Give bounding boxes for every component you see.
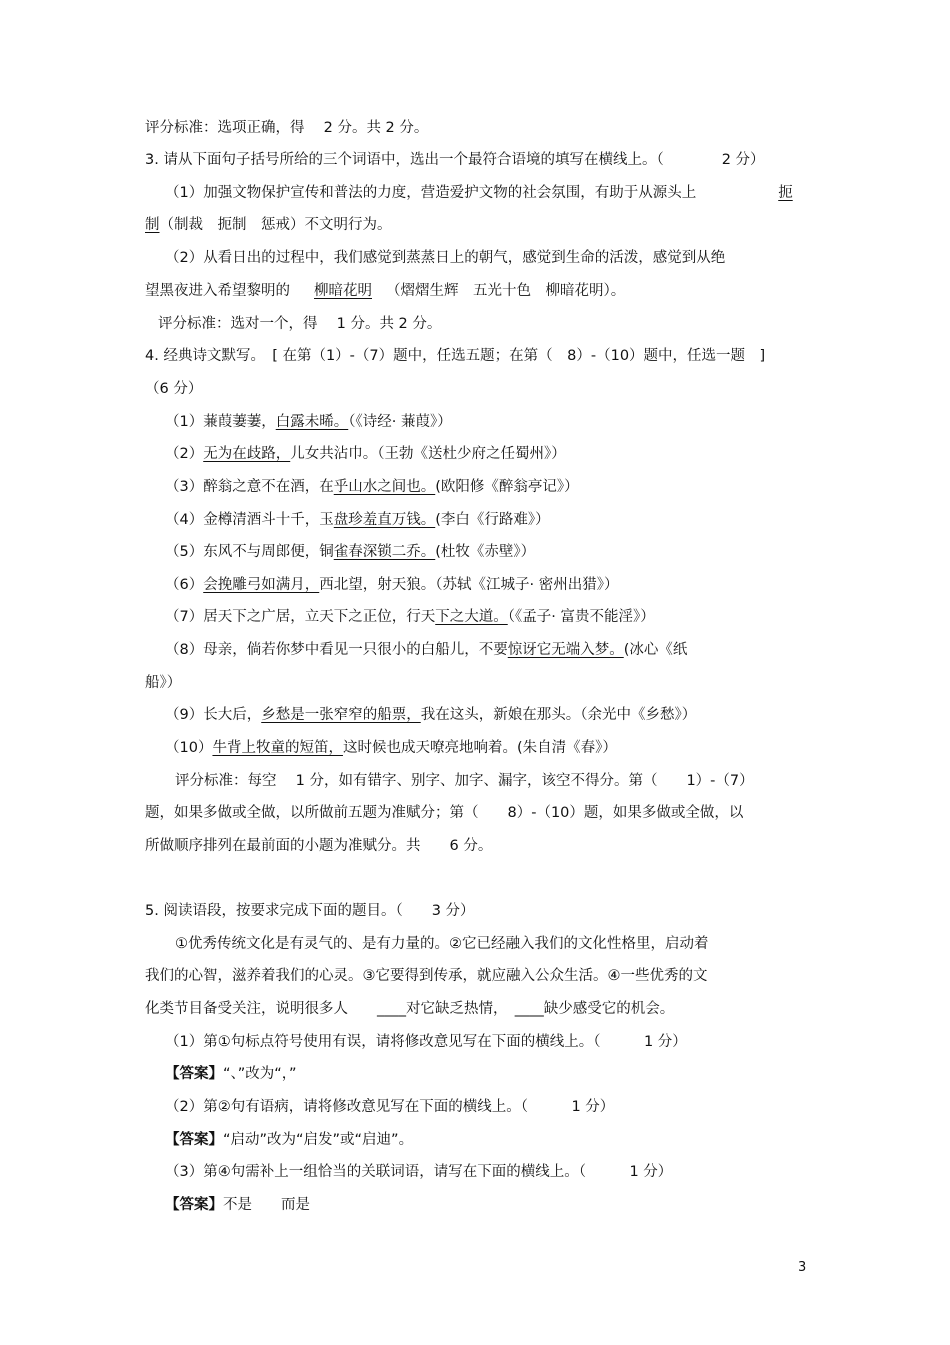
q4-item-source: （《孟子· 富贵不能淫》） [507, 609, 655, 625]
q3-stem: 3. 请从下面句子括号所给的三个词语中，选出一个最符合语境的填写在横线上。（ 2 分） [145, 152, 765, 168]
q4-item-9 [165, 705, 696, 725]
q4-scoring-line2: 题，如果多做或全做，以所做前五题为准赋分；第（ 8）-（10）题，如果多做或全做，以 [145, 805, 744, 821]
q4-item-3 [165, 477, 579, 497]
q4-scoring-line3: 所做顺序排列在最前面的小题为准赋分。共 6 分。 [145, 838, 493, 854]
q4-item-5 [165, 542, 535, 562]
q4-item-text: （4）金樽清酒斗十千，玉 [165, 512, 334, 528]
q4-item-source: 我在这头，新娘在那头。（余光中《乡愁》） [420, 707, 697, 723]
q3-scoring: 评分标准：选对一个，得 1 分。共 2 分。 [158, 316, 442, 332]
q4-item-source: (杜牧《赤壁》） [435, 544, 536, 560]
q4-item-answer: 白露未晞。 [275, 414, 349, 430]
answer-tag: 【答案】 [165, 1132, 223, 1148]
q4-stem: 4. 经典诗文默写。 [ 在第（1）-（7）题中，任选五题；在第（ 8）-（10）题中，任选一题 ] [145, 348, 766, 364]
answer-text: 不是 而是 [223, 1197, 310, 1213]
q4-item-text: （5）东风不与周郎便，铜 [165, 544, 334, 560]
q4-item-text: （9）长大后， [165, 707, 262, 723]
q4-item-answer: 会挽雕弓如满月， [203, 577, 320, 593]
q5-paragraph-line1: ①优秀传统文化是有灵气的、是有力量的。②它已经融入我们的文化性格里，启动着 [175, 936, 709, 952]
q5-paragraph-line3: 化类节目备受关注，说明很多人 ____对它缺乏热情， ____缺少感受它的机会。 [145, 1001, 675, 1017]
q5-sub1: （1）第①句标点符号使用有误，请将修改意见写在下面的横线上。（ 1 分） [165, 1034, 687, 1050]
q4-item-answer: 乡愁是一张窄窄的船票， [261, 707, 421, 723]
q3-s2-options: （熠熠生辉 五光十色 柳暗花明）。 [386, 283, 626, 299]
q4-item-8 [165, 640, 687, 660]
q4-item-answer: 雀春深锁二乔。 [333, 544, 436, 560]
q4-item-4 [165, 510, 550, 530]
q4-item-source: 西北望，射天狼。（苏轼《江城子· 密州出猎》） [319, 577, 619, 593]
answer-text: “、”改为“，” [223, 1066, 297, 1082]
q5-answer2 [165, 1130, 413, 1150]
q5-stem: 5. 阅读语段，按要求完成下面的题目。（ 3 分） [145, 903, 475, 919]
q2-scoring: 评分标准：选项正确，得 2 分。共 2 分。 [145, 120, 429, 136]
q4-stem-cont: （6 分） [145, 381, 203, 397]
q4-item-source: (冰心《纸 [623, 642, 688, 658]
q4-item-text: （1）蒹葭萋萋， [165, 414, 276, 430]
q4-item-text: （7）居天下之广居，立天下之正位，行天 [165, 609, 436, 625]
q5-answer3 [165, 1195, 310, 1215]
answer-tag: 【答案】 [165, 1197, 223, 1213]
q4-item-7 [165, 607, 655, 627]
q3-s2-line1: （2）从看日出的过程中，我们感觉到蒸蒸日上的朝气，感觉到生命的活泼，感觉到从绝 [165, 250, 726, 266]
q5-answer1 [165, 1064, 297, 1084]
q4-item-answer: 无为在歧路， [203, 446, 291, 462]
q3-s2-pre: 望黑夜进入希望黎明的 [145, 283, 290, 299]
q3-s2-answer: 柳暗花明 [314, 283, 372, 299]
q4-item-source: 这时候也成天嘹亮地响着。(朱自清《春》） [342, 740, 617, 756]
q4-item-6 [165, 575, 618, 595]
answer-text: “启动”改为“启发”或“启迪”。 [223, 1132, 414, 1148]
q4-item-source: (欧阳修《醉翁亭记》） [435, 479, 579, 495]
q3-s1-answer-b: 制 [145, 217, 160, 233]
q4-item-answer: 下之大道。 [435, 609, 508, 625]
q4-item-answer: 牛背上牧童的短笛， [212, 740, 343, 756]
q5-sub3: （3）第④句需补上一组恰当的关联词语，请写在下面的横线上。（ 1 分） [165, 1164, 673, 1180]
q4-item-text: （10） [165, 740, 213, 756]
q5-paragraph-line2: 我们的心智，滋养着我们的心灵。③它要得到传承，就应融入公众生活。④一些优秀的文 [145, 968, 708, 984]
q4-item-answer: 盘珍羞直万钱。 [333, 512, 436, 528]
q4-item-8-cont: 船》） [145, 675, 182, 691]
q5-sub2: （2）第②句有语病，请将修改意见写在下面的横线上。（ 1 分） [165, 1099, 615, 1115]
q4-item-source: （《诗经· 蒹葭》） [348, 414, 452, 430]
q4-item-answer: 乎山水之间也。 [333, 479, 436, 495]
q3-s1-line2 [145, 215, 392, 235]
q3-s1-answer-a: 扼 [778, 185, 793, 201]
q4-item-1 [165, 412, 452, 432]
q4-item-text: （6） [165, 577, 204, 593]
q4-item-text: （2） [165, 446, 204, 462]
q4-item-text: （3）醉翁之意不在酒，在 [165, 479, 334, 495]
q4-item-answer: 惊讶它无端入梦。 [507, 642, 624, 658]
q4-item-source: (李白《行路难》） [435, 512, 550, 528]
q4-item-source: 儿女共沾巾。（王勃《送杜少府之任蜀州》） [290, 446, 566, 462]
q3-s1-options: （制裁 扼制 惩戒）不文明行为。 [159, 217, 392, 233]
q3-s1-line1 [165, 183, 793, 203]
page-number: 3 [798, 1260, 807, 1275]
q4-item-10 [165, 738, 617, 758]
q4-scoring-line1: 评分标准：每空 1 分，如有错字、别字、加字、漏字，该空不得分。第（ 1）-（7） [175, 773, 754, 789]
answer-tag: 【答案】 [165, 1066, 223, 1082]
q4-item-2 [165, 444, 566, 464]
q4-item-text: （8）母亲，倘若你梦中看见一只很小的白船儿，不要 [165, 642, 508, 658]
q3-s2-line2 [145, 281, 625, 301]
q3-s1-text: （1）加强文物保护宣传和普法的力度，营造爱护文物的社会氛围，有助于从源头上 [165, 185, 697, 201]
